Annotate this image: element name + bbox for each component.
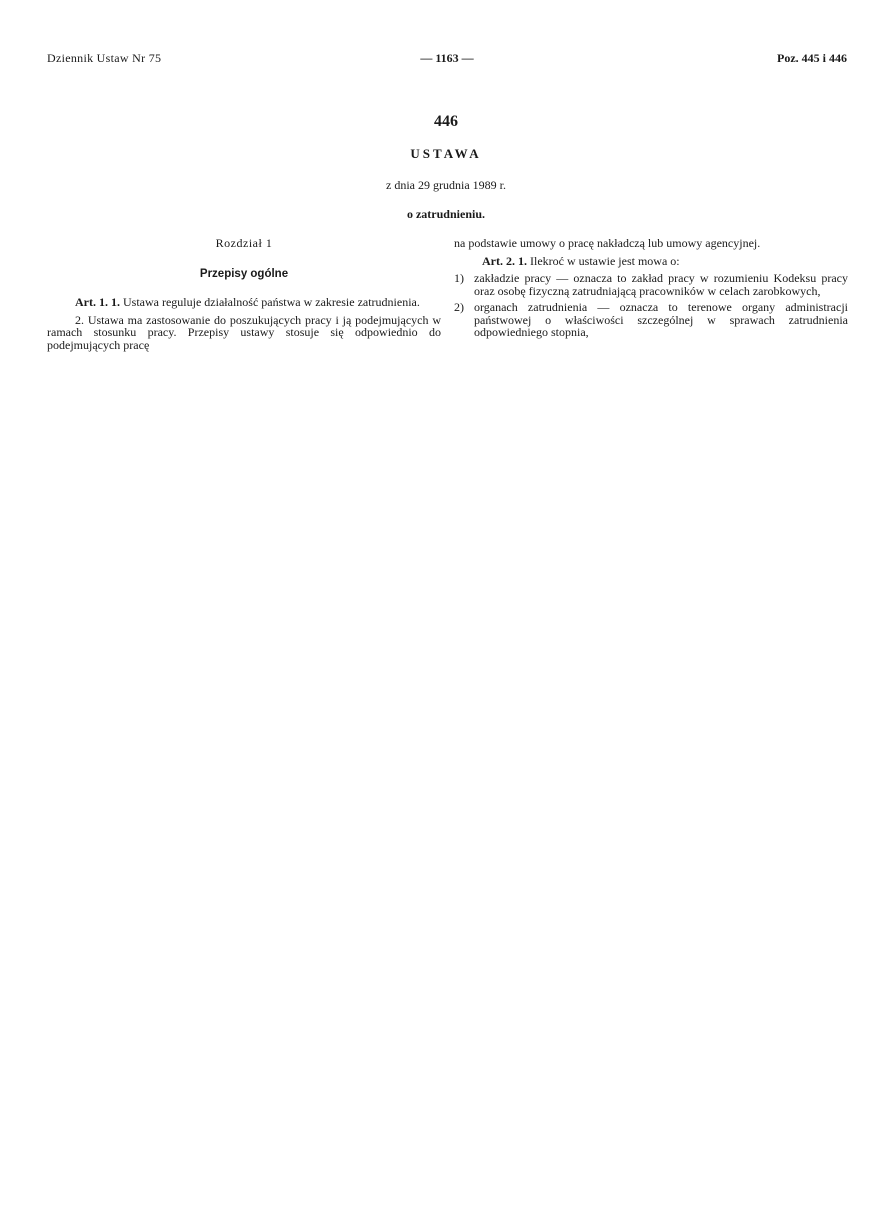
list-item-number: 1) [454,271,464,285]
article-1-paragraph-1 [47,296,441,309]
list-item-number: 2) [454,300,464,314]
page-header [47,51,847,67]
list-item-text: organach zatrudnienia — oznacza to terenowe organy administracji państwowej o właściwości szczególnej w sprawach zatrudnienia odpowiedniego stopnia, [474,300,848,339]
position-reference: Poz. 445 i 446 [777,51,847,65]
page-number: — 1163 — [420,51,474,65]
list-item-text: zakładzie pracy — oznacza to zakład pracy w rozumieniu Kodeksu pracy oraz osobę fizyczną zatrudniającą pracowników w celach zarobkowych, [474,271,848,298]
left-column [47,237,441,356]
article-1-paragraph-2: 2. Ustawa ma zastosowanie do poszukujących pracy i ją podejmujących w ramach stosunku pracy. Przepisy ustawy stosuje się odpowiednio do podejmujących pracę [47,312,441,352]
continuation-text: na podstawie umowy o pracę nakładczą lub umowy agencyjnej. [454,236,761,250]
list-item [454,272,848,297]
list-item [454,301,848,339]
article-2-paragraph-1 [454,255,848,268]
article-2-label: Art. 2. 1. [482,253,527,268]
act-date: z dnia 29 grudnia 1989 r. [386,178,506,192]
act-title: o zatrudnieniu. [406,207,485,221]
journal-name: Dziennik Ustaw Nr 75 [47,51,162,65]
right-column [454,237,848,343]
chapter-title: Przepisy ogólne [199,267,289,280]
act-number: 446 [434,113,458,130]
article-1-text: Ustawa reguluje działalność państwa w zakresie zatrudnienia. [123,295,420,309]
act-type: USTAWA [410,146,482,161]
article-1-label: Art. 1. 1. [75,295,120,309]
chapter-heading: Rozdział 1 [215,236,273,250]
article-2-intro: Ilekroć w ustawie jest mowa o: [530,253,680,268]
